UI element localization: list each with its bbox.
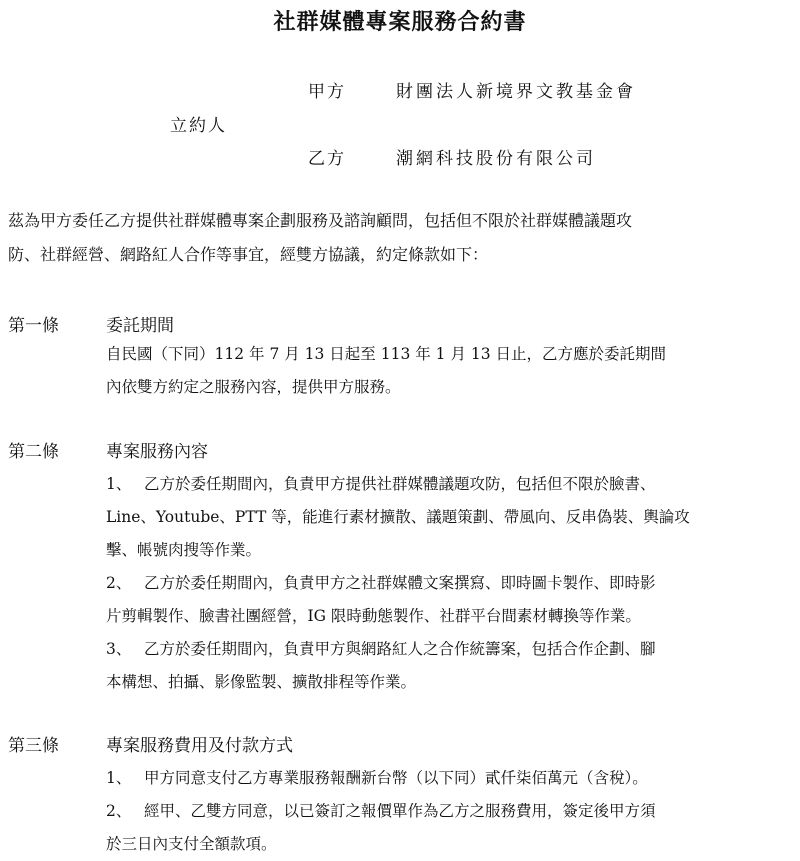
article-1-body [106,338,798,404]
list-item [106,795,798,828]
item-text: 經甲、乙雙方同意，以已簽訂之報價單作為乙方之服務費用，簽定後甲方須 [144,802,656,820]
item-text: 乙方於委任期間內，負責甲方之社群媒體文案撰寫、即時圖卡製作、即時影 [144,574,656,592]
item-continuation: 擊、帳號肉搜等作業。 [106,541,262,559]
item-text: 乙方於委任期間內，負責甲方提供社群媒體議題攻防，包括但不限於臉書、 [144,475,656,493]
item-number: 1、 [106,475,132,493]
item-continuation: 於三日內支付全額款項。 [106,835,277,853]
list-item [106,468,798,501]
item-continuation: 本構想、拍攝、影像監製、擴散排程等作業。 [106,673,417,691]
item-text: 甲方同意支付乙方專業服務報酬新台幣（以下同）貳仟柒佰萬元（含稅）。 [144,769,648,787]
document-title: 社群媒體專案服務合約書 [273,10,527,35]
article-line: 內依雙方約定之服務內容，提供甲方服務。 [106,378,401,396]
item-number: 3、 [106,640,132,658]
intro-line: 防、社群經營、網路紅人合作等事宜，經雙方協議，約定條款如下： [8,245,489,264]
intro-paragraph [8,204,798,272]
article-1-title: 委託期間 [106,316,174,336]
article-2-title: 專案服務內容 [106,442,208,462]
article-3-body [106,762,798,861]
article-3-title: 專案服務費用及付款方式 [106,736,293,756]
item-continuation: Line、Youtube、PTT 等，能進行素材擴散、議題策劃、帶風向、反串偽裝、輿論攻 [106,508,690,526]
item-continuation: 片剪輯製作、臉書社團經營，IG 限時動態製作、社群平台間素材轉換等作業。 [106,607,641,625]
signatory-label: 立約人 [170,116,227,136]
party-a-name: 財團法人新境界文教基金會 [396,82,636,102]
article-3-number: 第三條 [8,736,59,756]
article-2-number: 第二條 [8,442,59,462]
item-number: 1、 [106,769,132,787]
item-number: 2、 [106,802,132,820]
party-b-name: 潮網科技股份有限公司 [396,149,596,169]
party-b-role: 乙方 [308,149,346,169]
list-item [106,762,798,795]
article-line: 自民國（下同）112 年 7 月 13 日起至 113 年 1 月 13 日止，乙方應於委託期間 [106,345,667,363]
list-item [106,567,798,600]
intro-line: 茲為甲方委任乙方提供社群媒體專案企劃服務及諮詢顧問，包括但不限於社群媒體議題攻 [8,211,633,230]
item-number: 2、 [106,574,132,592]
list-item [106,633,798,666]
party-a-role: 甲方 [308,82,346,102]
item-text: 乙方於委任期間內，負責甲方與網路紅人之合作統籌案，包括合作企劃、腳 [144,640,656,658]
article-1-number: 第一條 [8,316,59,336]
article-2-body [106,468,798,699]
